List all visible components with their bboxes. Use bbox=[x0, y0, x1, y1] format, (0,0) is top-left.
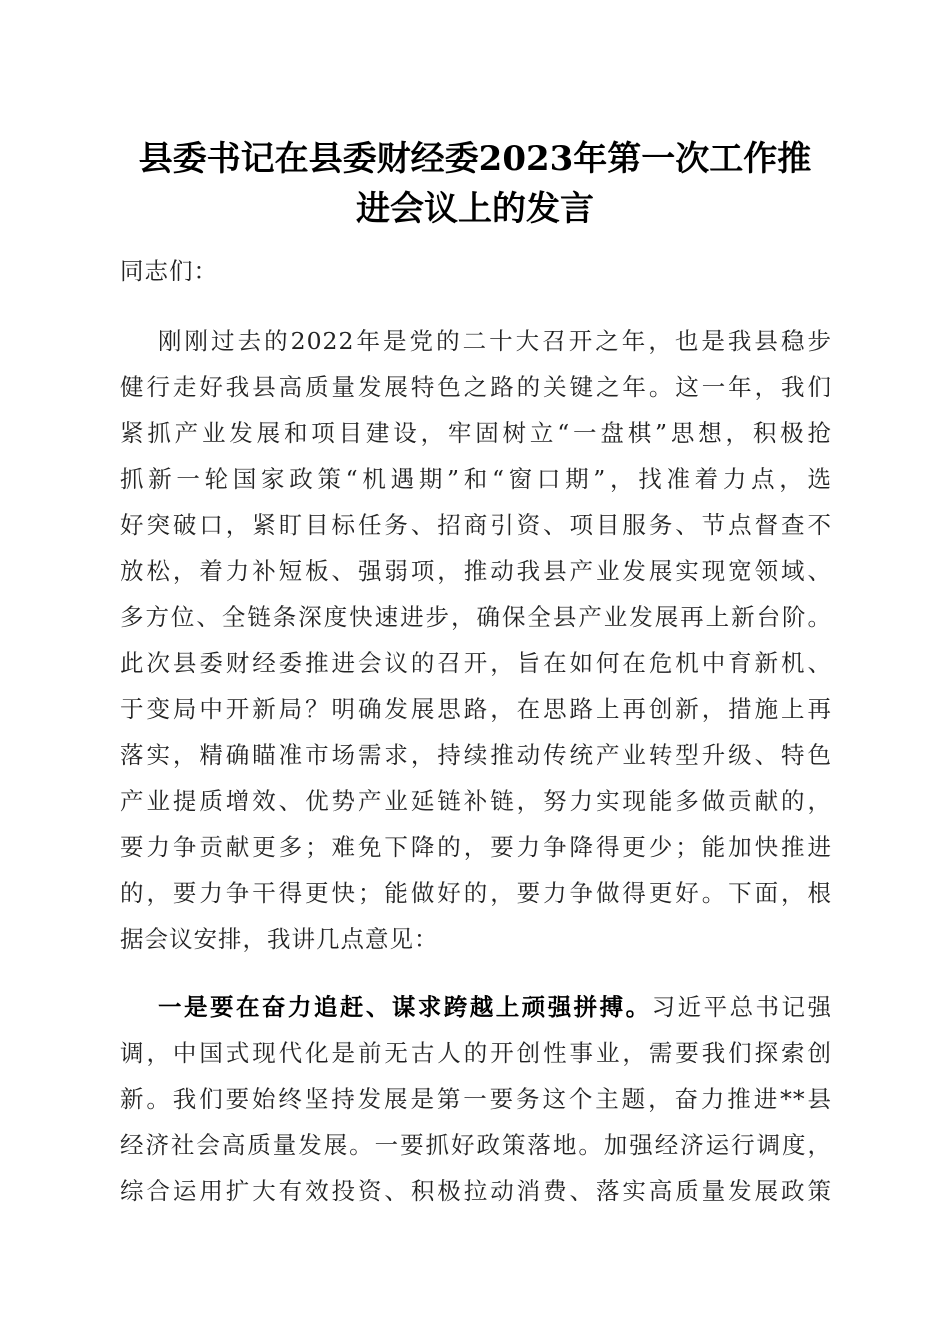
body-line: 紧抓产业发展和项目建设，牢固树立“一盘棋”思想，积极抢 bbox=[120, 419, 832, 447]
body-line: 新。我们要始终坚持发展是第一要务这个主题，奋力推进**县 bbox=[120, 1085, 832, 1113]
body-line: 综合运用扩大有效投资、积极拉动消费、落实高质量发展政策 bbox=[120, 1177, 832, 1205]
body-line: 多方位、全链条深度快速进步，确保全县产业发展再上新台阶。 bbox=[120, 603, 832, 631]
body-line: 产业提质增效、优势产业延链补链，努力实现能多做贡献的， bbox=[120, 787, 832, 815]
document-title-line-2: 进会议上的发言 bbox=[356, 189, 594, 229]
body-line: 要力争贡献更多；难免下降的，要力争降得更少；能加快推进 bbox=[120, 833, 832, 861]
document-title-line-1: 县委书记在县委财经委2023年第一次工作推 bbox=[138, 139, 812, 179]
body-line: 此次县委财经委推进会议的召开，旨在如何在危机中育新机、 bbox=[120, 649, 832, 677]
body-line: 好突破口，紧盯目标任务、招商引资、项目服务、节点督查不 bbox=[120, 511, 832, 539]
section-1-heading: 一是要在奋力追赶、谋求跨越上顽强拼搏。 bbox=[158, 993, 652, 1021]
body-line: 据会议安排，我讲几点意见： bbox=[120, 925, 439, 953]
body-line: 落实，精确瞄准市场需求，持续推动传统产业转型升级、特色 bbox=[120, 741, 832, 769]
body-line: 健行走好我县高质量发展特色之路的关键之年。这一年，我们 bbox=[120, 373, 832, 401]
body-line: 放松，着力补短板、强弱项，推动我县产业发展实现宽领域、 bbox=[120, 557, 832, 585]
body-line: 刚刚过去的2022年是党的二十大召开之年，也是我县稳步 bbox=[158, 327, 832, 355]
body-line: 抓新一轮国家政策“机遇期”和“窗口期”，找准着力点，选 bbox=[120, 465, 832, 493]
salutation: 同志们： bbox=[120, 257, 218, 285]
section-1-first-line bbox=[158, 992, 832, 1022]
body-line: 的，要力争干得更快；能做好的，要力争做得更好。下面，根 bbox=[120, 879, 832, 907]
body-line: 于变局中开新局？明确发展思路，在思路上再创新，措施上再 bbox=[120, 695, 832, 723]
body-line: 经济社会高质量发展。一要抓好政策落地。加强经济运行调度， bbox=[120, 1131, 832, 1159]
body-line: 调，中国式现代化是前无古人的开创性事业，需要我们探索创 bbox=[120, 1039, 832, 1067]
section-1-first-line-rest: 习近平总书记强 bbox=[651, 993, 833, 1021]
